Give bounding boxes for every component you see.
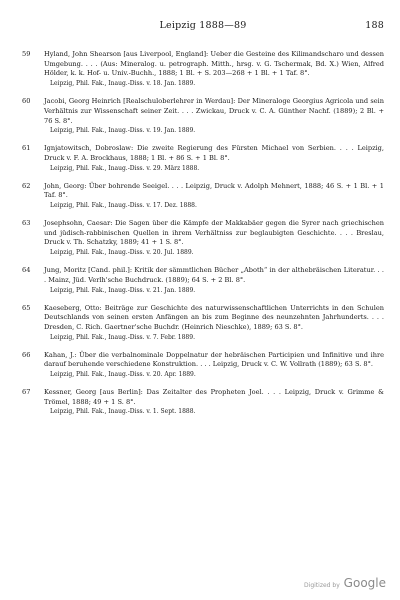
entry-dissertation-note: Leipzig, Phil. Fak., Inaug.-Diss. v. 20. Jul. 1889.	[50, 249, 194, 257]
entry-body	[44, 144, 384, 172]
entry-number: 60	[22, 97, 31, 106]
entry-text: Hyland, John Shearson [aus Liverpool, England]: Ueber die Gesteine des Kilimandscharo und dessen Umgebung. . . . (Aus: Mineralog. u. petrograph. Mitth., hrsg. v. G. Tschermak, Bd. X.) Wien, Alfred Hölder, k. k. Hof- u. Univ.-Buchh., 1888; 1 Bl. + S. 203—268 + 1 Bl. + 1 Taf. 8°.	[44, 50, 384, 78]
entry	[22, 266, 384, 294]
entry	[22, 50, 384, 88]
entry-dissertation-note: Leipzig, Phil. Fak., Inaug.-Diss. v. 1. Sept. 1888.	[50, 408, 196, 416]
entry-body	[44, 351, 384, 379]
entry-dissertation-note: Leipzig, Phil. Fak., Inaug.-Diss. v. 20. Apr. 1889.	[50, 371, 196, 379]
entry-text: Kessner, Georg [aus Berlin]: Das Zeitalter des Propheten Joel. . . . Leipzig, Druck v. Grimme & Trömel, 1888; 49 + 1 S. 8°.	[44, 388, 384, 406]
entry-number: 61	[22, 144, 31, 153]
entry-number: 63	[22, 219, 31, 228]
entry	[22, 351, 384, 379]
entry-body	[44, 97, 384, 135]
entry-text: John, Georg: Über bohrende Seeigel. . . . Leipzig, Druck v. Adolph Mehnert, 1888; 46 S. + 1 Bl. + 1 Taf. 8°.	[44, 181, 384, 200]
entry-body	[44, 266, 384, 294]
entry-list	[22, 50, 384, 416]
entry-dissertation-note: Leipzig, Phil. Fak., Inaug.-Diss. v. 21. Jan. 1889.	[50, 286, 196, 294]
entry-body	[44, 388, 384, 416]
entry-text: Jung, Moritz [Cand. phil.]: Kritik der sämmtlichen Bücher „Aboth“ in der althebräischen Literatur. . . . Mainz, Jüd. Verlh'sche Buchdruck. (1889); 64 S. + 2 Bl. 8°.	[44, 266, 384, 284]
entry	[22, 219, 384, 257]
entry	[22, 182, 384, 210]
running-header	[22, 20, 384, 38]
entry	[22, 144, 384, 172]
entry-number: 65	[22, 303, 31, 312]
entry-dissertation-note: Leipzig, Phil. Fak., Inaug.-Diss. v. 29. März 1888.	[50, 164, 200, 172]
entry	[22, 97, 384, 135]
entry-number: 66	[22, 350, 31, 359]
entry-text: Kahan, J.: Über die verbalnominale Doppelnatur der hebräischen Participien und Infinitive und ihre darauf beruhende verschiedene Konstruktion. . . . Leipzig, Druck v. C. W. Vollrath (1889); 63 S. 8°.	[44, 350, 384, 369]
entry-number: 62	[22, 181, 31, 190]
google-logo: Google	[343, 576, 386, 590]
entry-body	[44, 182, 384, 210]
entry-text: Kaeseberg, Otto: Beiträge zur Geschichte des naturwissenschaftlichen Unterrichts in den Schulen Deutschlands von seinen ersten Anfängen an bis zum Beginne des neunzehnten Jahrhunderts. . . . Dresden, C. Rich. Gaertner'sche Buchdr. (Heinrich Nieschke), 1889; 63 S. 8°.	[44, 303, 384, 331]
entry-text: Ignjatowitsch, Dobroslaw: Die zweite Regierung des Fürsten Michael von Serbien. . . . Leipzig, Druck v. F. A. Brockhaus, 1888; 1 Bl. + 86 S. + 1 Bl. 8°.	[44, 144, 384, 162]
entry-dissertation-note: Leipzig, Phil. Fak., Inaug.-Diss. v. 17. Dez. 1888.	[50, 202, 197, 210]
entry	[22, 388, 384, 416]
entry-body	[44, 50, 384, 88]
entry-text: Josephsohn, Caesar: Die Sagen über die Kämpfe der Makkabäer gegen die Syrer nach griechischen und jüdisch-rabbinischen Quellen in ihrem Verhältniss zur beglaubigten Geschichte. . . . Breslau, Druck v. Th. Schatzky, 1889; 41 + 1 S. 8°.	[44, 219, 384, 247]
entry-dissertation-note: Leipzig, Phil. Fak., Inaug.-Diss. v. 7. Febr. 1889.	[50, 333, 195, 341]
entry	[22, 304, 384, 342]
entry-dissertation-note: Leipzig, Phil. Fak., Inaug.-Diss. v. 18. Jan. 1889.	[50, 80, 196, 88]
watermark-prefix: Digitized by	[304, 582, 340, 589]
entry-body	[44, 219, 384, 257]
entry-number: 59	[22, 50, 31, 58]
entry-number: 64	[22, 266, 31, 275]
entry-dissertation-note: Leipzig, Phil. Fak., Inaug.-Diss. v. 19. Jan. 1889.	[50, 127, 196, 135]
entry-body	[44, 304, 384, 342]
header-title: Leipzig 1888—89	[159, 20, 247, 31]
entry-number: 67	[22, 388, 31, 397]
page-number: 188	[365, 20, 384, 31]
digitized-watermark	[304, 576, 386, 590]
entry-text: Jacobi, Georg Heinrich [Realschuloberlehrer in Werdau]: Der Mineraloge Georgius Agricola und sein Verhältnis zur Wissenschaft seiner Zeit. . . . Zwickau, Druck v. C. A. Günther Nachf. (1889); 2 Bl. + 76 S. 8°.	[44, 97, 384, 125]
